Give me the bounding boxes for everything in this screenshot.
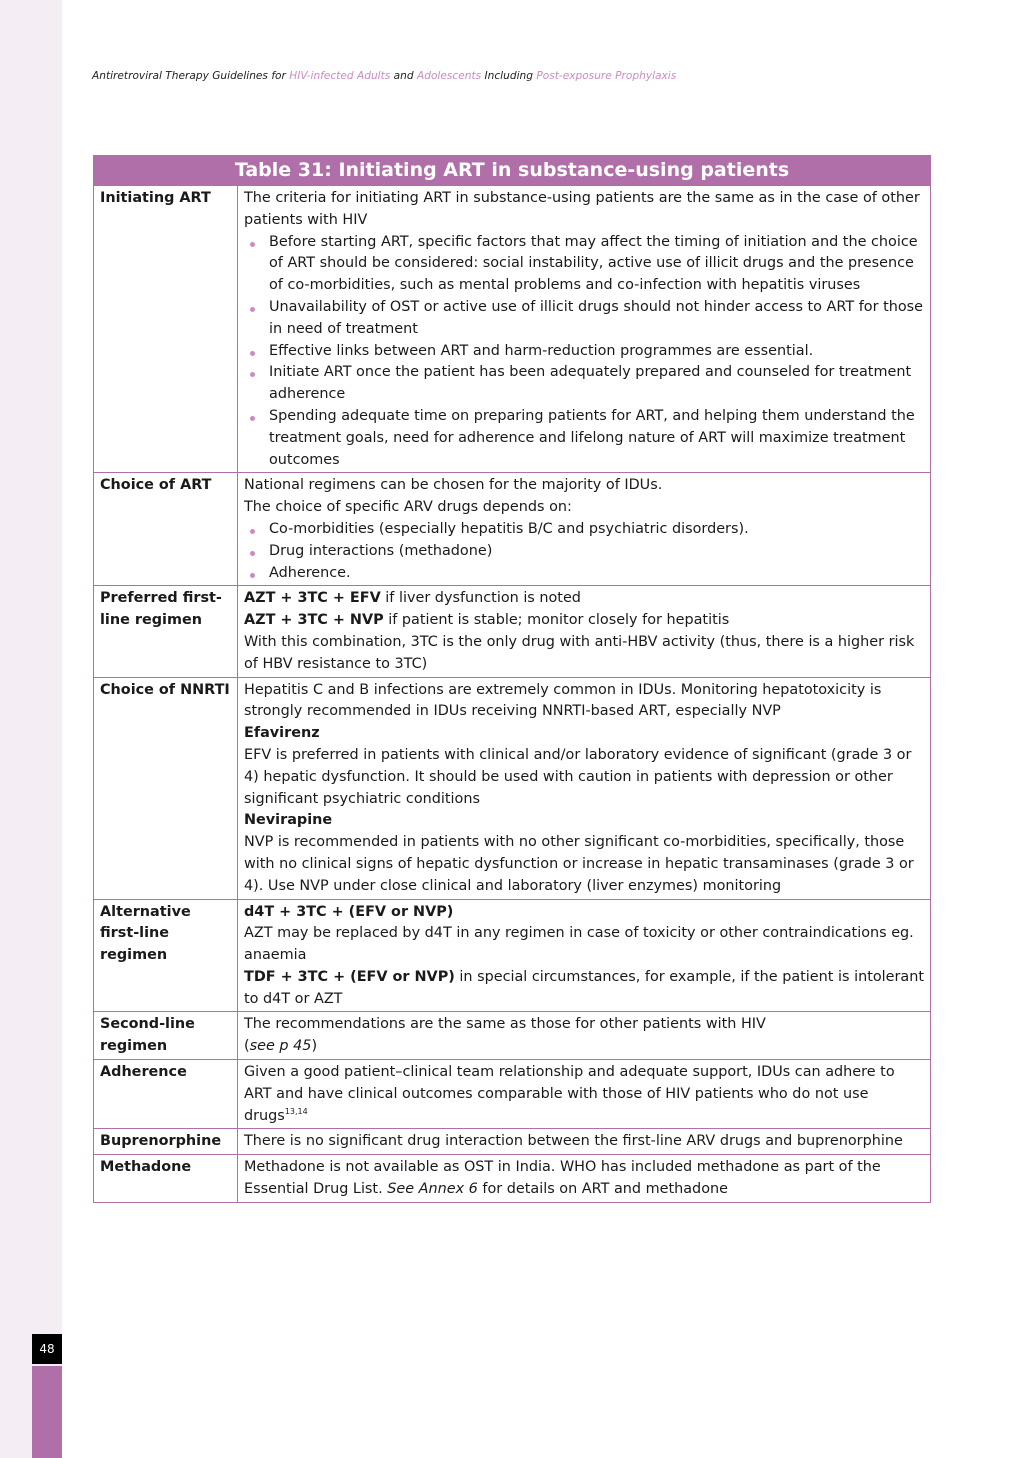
row-text: The recommendations are the same as those for other patients with HIV xyxy=(244,1016,766,1033)
regimen-line xyxy=(244,588,925,610)
regimen-line xyxy=(244,967,925,1011)
row-text-body: Given a good patient–clinical team relationship and adequate support, IDUs can adhere to ART and have clinical outcomes comparable with those of HIV patients who do not use drugs xyxy=(244,1064,895,1124)
header-accent: HIV-infected Adults xyxy=(289,70,391,82)
table-row xyxy=(94,1060,931,1129)
row-content xyxy=(238,186,931,473)
row-text-body: Methadone is not available as OST in India. WHO has included methadone as part of the Essential Drug List. xyxy=(244,1159,881,1198)
table-row xyxy=(94,186,931,473)
row-content xyxy=(238,899,931,1012)
list-item: Effective links between ART and harm-reduction programmes are essential. xyxy=(244,341,925,363)
row-text: National regimens can be chosen for the majority of IDUs. xyxy=(244,477,663,494)
row-label: Choice of ART xyxy=(94,473,238,586)
ref-paren: ) xyxy=(311,1038,318,1055)
row-label: Second-line regimen xyxy=(94,1012,238,1060)
regimen-name: d4T + 3TC + (EFV or NVP) xyxy=(244,903,454,920)
table-row xyxy=(94,899,931,1012)
table-title: Table 31: Initiating ART in substance-using patients xyxy=(94,156,931,186)
list-item: Adherence. xyxy=(244,563,925,585)
row-label: Methadone xyxy=(94,1155,238,1203)
regimen-note: if liver dysfunction is noted xyxy=(380,590,581,607)
table-title-row xyxy=(94,156,931,186)
row-label: Initiating ART xyxy=(94,186,238,473)
row-content xyxy=(238,1129,931,1155)
row-intro: The criteria for initiating ART in substance-using patients are the same as in the case of other patients with HIV xyxy=(244,190,920,228)
row-text: There is no significant drug interaction between the first-line ARV drugs and buprenorphine xyxy=(244,1133,903,1150)
header-text: Antiretroviral Therapy Guidelines for xyxy=(92,70,290,82)
citation-superscript: 13,14 xyxy=(284,1106,308,1116)
list-item: Before starting ART, specific factors that may affect the timing of initiation and the choice of ART should be considered: social instability, active use of illicit drugs and the presence of co-morbidities, such as mental problems and co-infection with hepatitis viruses xyxy=(244,232,925,297)
list-item: Co-morbidities (especially hepatitis B/C and psychiatric disorders). xyxy=(244,519,925,541)
row-label: Preferred first-line regimen xyxy=(94,586,238,677)
ref-paren: ( xyxy=(244,1038,250,1055)
list-item: Spending adequate time on preparing patients for ART, and helping them understand the treatment goals, need for adherence and lifelong nature of ART will maximize treatment outcomes xyxy=(244,406,925,471)
row-label: Alternative first-line regimen xyxy=(94,899,238,1012)
table-row xyxy=(94,677,931,899)
regimen-name: AZT + 3TC + NVP xyxy=(244,612,384,629)
table-row xyxy=(94,1155,931,1203)
row-text-body: for details on ART and methadone xyxy=(477,1181,728,1198)
row-text: NVP is recommended in patients with no other significant co-morbidities, specifically, those with no clinical signs of hepatic dysfunction or increase in hepatic transaminases (grade 3 or 4). Use NVP under close clinical and laboratory (liver enzymes) monitoring xyxy=(244,834,914,894)
regimen-name: AZT + 3TC + EFV xyxy=(244,590,381,607)
regimen-note: in special circumstances, for example, if the patient is intolerant to d4T or AZT xyxy=(244,968,924,1007)
row-text: The choice of specific ARV drugs depends on: xyxy=(244,499,572,516)
row-content xyxy=(238,1060,931,1129)
header-accent: Adolescents xyxy=(416,70,482,82)
row-text: AZT may be replaced by d4T in any regimen in case of toxicity or other contraindications eg. anaemia xyxy=(244,925,914,964)
page-margin-strip xyxy=(0,0,62,1458)
list-item: Drug interactions (methadone) xyxy=(244,541,925,563)
ref-text: see p 45 xyxy=(249,1038,312,1055)
row-text: Hepatitis C and B infections are extremely common in IDUs. Monitoring hepatotoxicity is strongly recommended in IDUs receiving NNRTI-based ART, especially NVP xyxy=(244,681,882,720)
regimen-line xyxy=(244,902,925,924)
guidelines-table xyxy=(93,155,931,1203)
subheading xyxy=(244,723,925,745)
row-content xyxy=(238,677,931,899)
row-label: Adherence xyxy=(94,1060,238,1129)
list-item: Unavailability of OST or active use of illicit drugs should not hinder access to ART for those in need of treatment xyxy=(244,297,925,341)
table-row xyxy=(94,1129,931,1155)
page-edge-bar xyxy=(32,1366,62,1458)
row-content xyxy=(238,473,931,586)
regimen-line xyxy=(244,610,925,632)
annex-reference: See Annex 6 xyxy=(387,1181,478,1198)
header-accent: Post-exposure Prophylaxis xyxy=(536,70,677,82)
regimen-note: if patient is stable; monitor closely for hepatitis xyxy=(383,612,730,629)
header-text: and xyxy=(390,70,417,82)
table-row xyxy=(94,1012,931,1060)
list-item: Initiate ART once the patient has been adequately prepared and counseled for treatment adherence xyxy=(244,362,925,406)
row-label: Buprenorphine xyxy=(94,1129,238,1155)
subheading xyxy=(244,810,925,832)
bullet-list xyxy=(244,519,925,584)
subheading-text: Nevirapine xyxy=(244,812,333,829)
row-text xyxy=(244,1157,925,1201)
bullet-list xyxy=(244,232,925,472)
regimen-name: TDF + 3TC + (EFV or NVP) xyxy=(244,968,455,985)
running-header xyxy=(92,70,676,82)
table-row xyxy=(94,586,931,677)
page-reference xyxy=(244,1036,925,1058)
row-text: EFV is preferred in patients with clinical and/or laboratory evidence of significant (grade 3 or 4) hepatic dysfunction. It should be used with caution in patients with depression or other significant psychiatric conditions xyxy=(244,746,912,807)
row-label: Choice of NNRTI xyxy=(94,677,238,899)
header-text: Including xyxy=(481,70,537,82)
row-text xyxy=(244,1062,925,1127)
row-content xyxy=(238,586,931,677)
row-text: With this combination, 3TC is the only drug with anti-HBV activity (thus, there is a higher risk of HBV resistance to 3TC) xyxy=(244,633,915,672)
row-content xyxy=(238,1155,931,1203)
row-content xyxy=(238,1012,931,1060)
subheading-text: Efavirenz xyxy=(244,725,320,742)
page-number: 48 xyxy=(32,1334,62,1364)
table-row xyxy=(94,473,931,586)
